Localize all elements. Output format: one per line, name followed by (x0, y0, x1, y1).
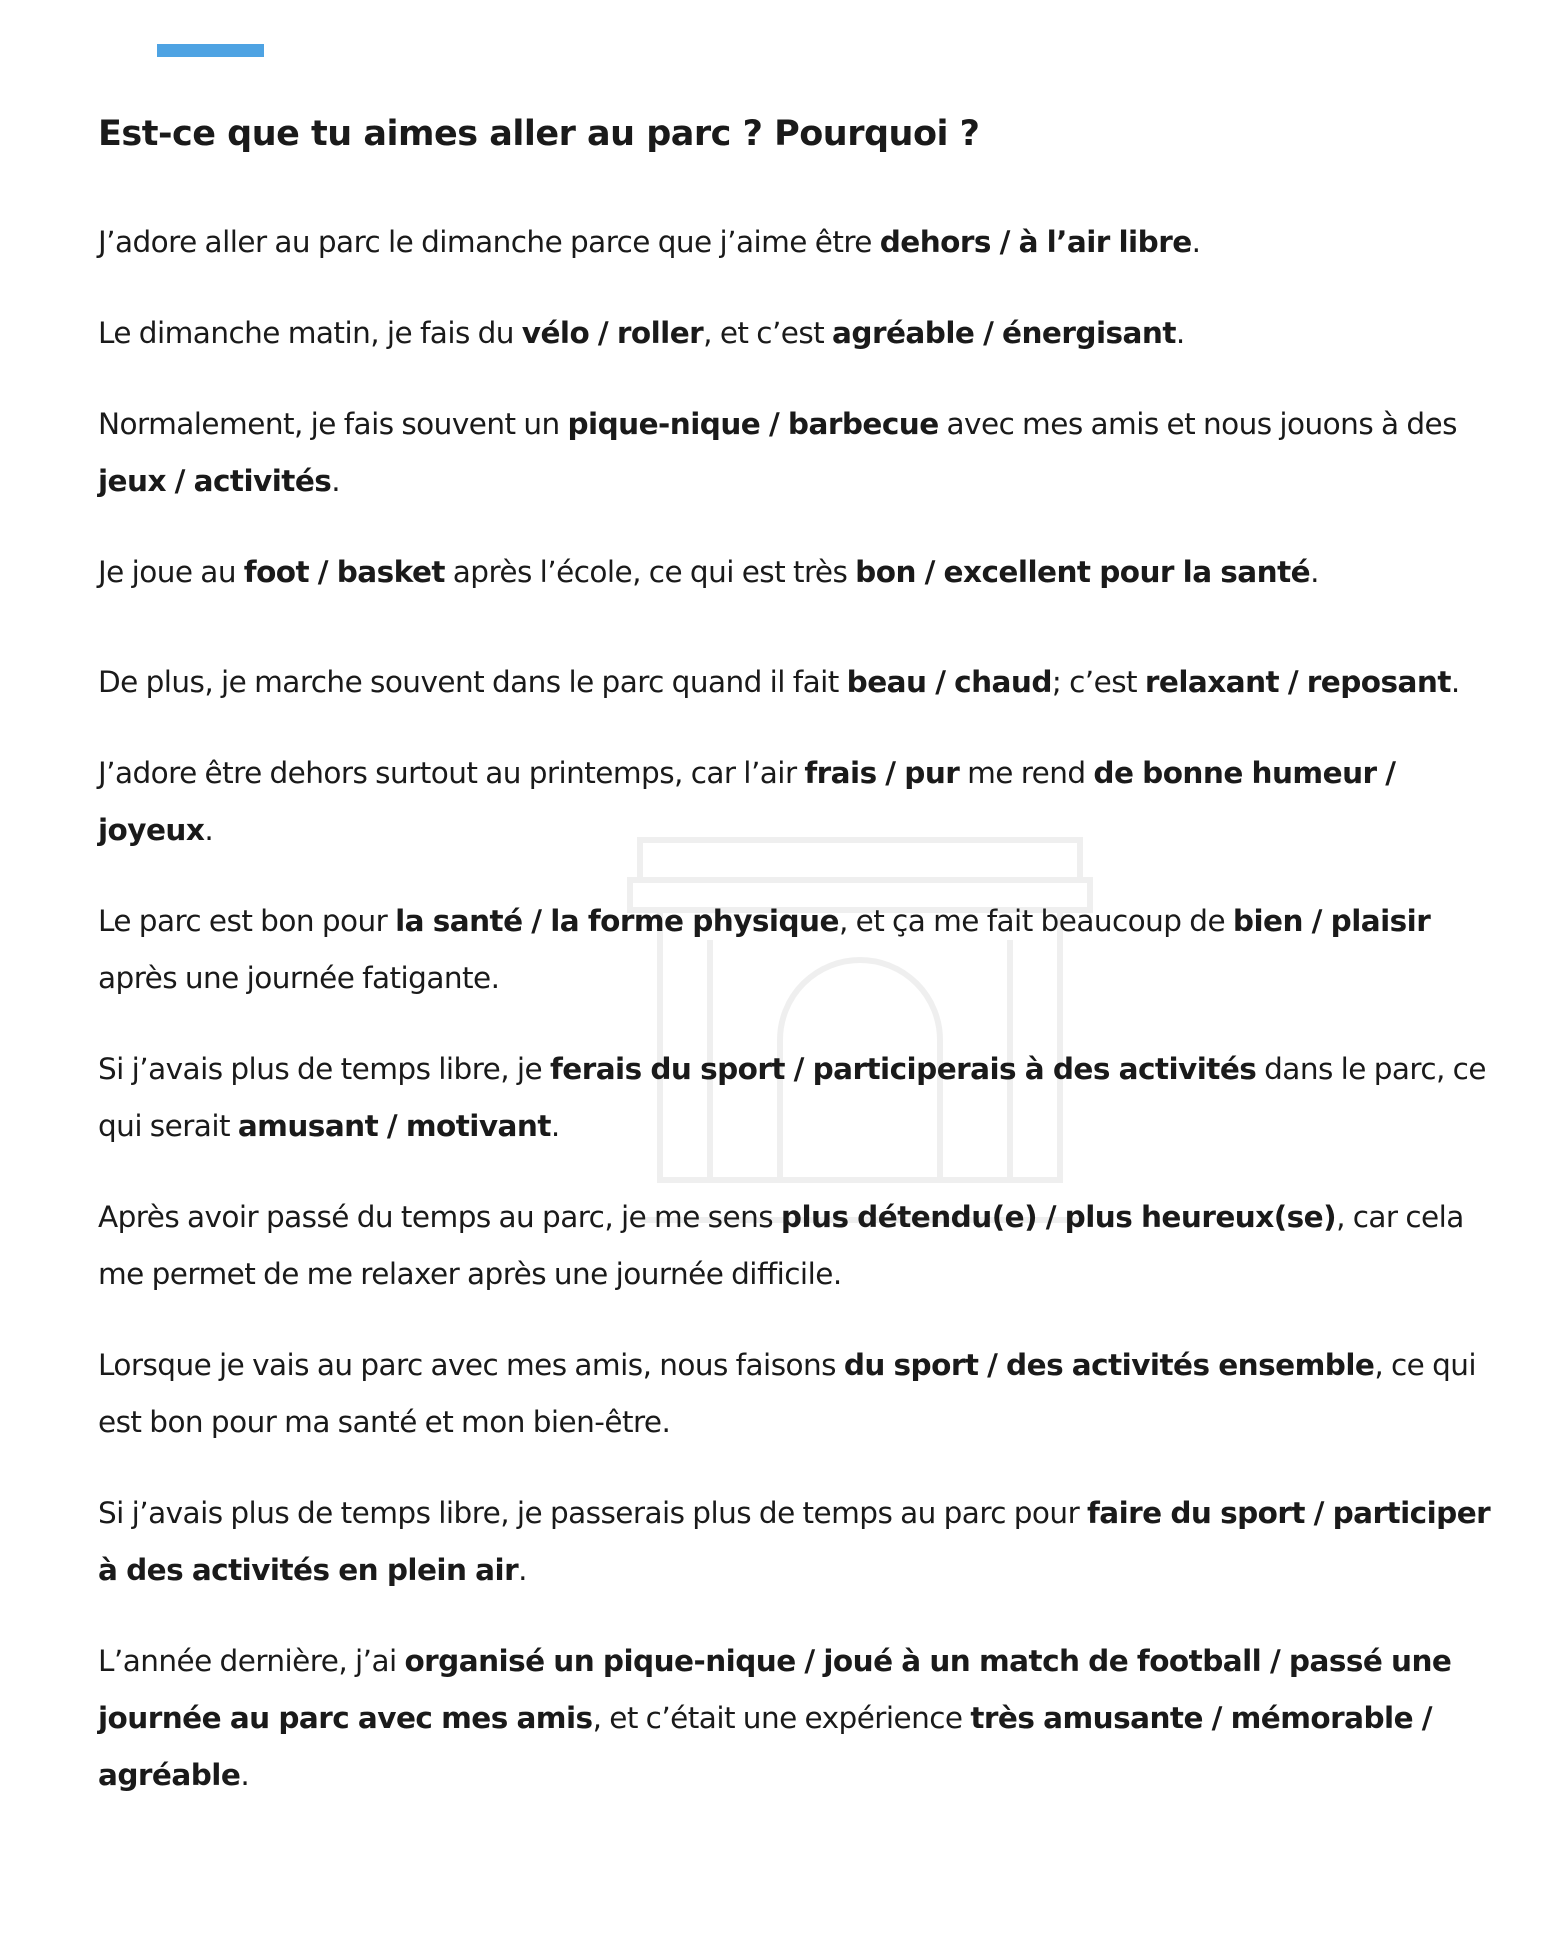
text-segment: Après avoir passé du temps au parc, je me sens (98, 1200, 781, 1234)
paragraph (98, 1633, 1498, 1804)
bold-phrase: relaxant / reposant (1144, 665, 1451, 699)
text-segment: J’adore être dehors surtout au printemps, car l’air (98, 756, 805, 790)
text-segment: Normalement, je fais souvent un (98, 407, 568, 441)
bold-phrase: pique-nique / barbecue (567, 407, 939, 441)
page-title: Est-ce que tu aimes aller au parc ? Pourquoi ? (98, 114, 980, 154)
text-segment: , et c’est (703, 316, 833, 350)
bold-phrase: ferais du sport / participerais à des activités (549, 1052, 1257, 1086)
text-segment: dans le parc, ce qui serait (98, 1052, 1486, 1143)
bold-phrase: la santé / la forme physique (395, 904, 839, 938)
text-segment: . (1310, 555, 1319, 589)
bold-phrase: vélo / roller (521, 316, 704, 350)
text-segment: . (1191, 225, 1201, 259)
text-segment: . (550, 1109, 560, 1143)
bold-phrase: du sport / des activités ensemble (843, 1348, 1375, 1382)
text-segment: après une journée fatigante. (98, 961, 500, 995)
paragraph (98, 893, 1498, 1007)
text-segment: L’année dernière, j’ai (98, 1644, 405, 1678)
text-segment: , car cela me permet de me relaxer après une journée difficile. (98, 1200, 1464, 1291)
paragraph (98, 214, 1498, 271)
text-segment: Je joue au (98, 555, 244, 589)
text-segment: De plus, je marche souvent dans le parc quand il fait (98, 665, 847, 699)
document-body (98, 108, 1498, 1838)
accent-bar (157, 44, 264, 57)
bold-phrase: faire du sport / participer à des activités en plein air (98, 1496, 1491, 1587)
paragraph (98, 1485, 1498, 1599)
bold-phrase: bon / excellent pour la santé (855, 555, 1311, 589)
bold-phrase: jeux / activités (98, 464, 332, 498)
text-segment: . (240, 1758, 250, 1792)
bold-phrase: de bonne humeur / joyeux (98, 756, 1396, 847)
text-segment: . (1450, 665, 1460, 699)
text-segment: . (331, 464, 341, 498)
bold-phrase: dehors / à l’air libre (879, 225, 1192, 259)
paragraph (98, 654, 1498, 711)
text-segment: ; c’est (1051, 665, 1145, 699)
text-segment: avec mes amis et nous jouons à des (938, 407, 1457, 441)
paragraph (98, 1337, 1498, 1451)
text-segment: Si j’avais plus de temps libre, je passerais plus de temps au parc pour (98, 1496, 1087, 1530)
text-segment: J’adore aller au parc le dimanche parce que j’aime être (98, 225, 880, 259)
paragraph (98, 745, 1498, 859)
bold-phrase: amusant / motivant (237, 1109, 551, 1143)
paragraph (98, 396, 1498, 510)
bold-phrase: frais / pur (804, 756, 960, 790)
text-segment: . (1175, 316, 1185, 350)
bold-phrase: organisé un pique-nique / joué à un match de football / passé une journée au parc avec mes amis (98, 1644, 1452, 1735)
text-segment: . (518, 1553, 527, 1587)
paragraph (98, 305, 1498, 362)
bold-phrase: plus détendu(e) / plus heureux(se) (780, 1200, 1337, 1234)
paragraph-list (98, 214, 1498, 1804)
text-segment: , et c’était une expérience (592, 1701, 971, 1735)
text-segment: Le dimanche matin, je fais du (98, 316, 522, 350)
paragraph (98, 544, 1498, 601)
text-segment: Lorsque je vais au parc avec mes amis, nous faisons (98, 1348, 844, 1382)
text-segment: , et ça me fait beaucoup de (838, 904, 1233, 938)
text-segment: me rend (959, 756, 1094, 790)
text-segment: après l’école, ce qui est très (444, 555, 856, 589)
text-segment: . (204, 813, 214, 847)
text-segment: Si j’avais plus de temps libre, je (98, 1052, 550, 1086)
text-segment: Le parc est bon pour (98, 904, 396, 938)
bold-phrase: beau / chaud (846, 665, 1052, 699)
paragraph (98, 1189, 1498, 1303)
bold-phrase: très amusante / mémorable / agréable (98, 1701, 1433, 1792)
bold-phrase: agréable / énergisant (832, 316, 1176, 350)
bold-phrase: bien / plaisir (1232, 904, 1431, 938)
bold-phrase: foot / basket (243, 555, 445, 589)
text-segment: , ce qui est bon pour ma santé et mon bien-être. (98, 1348, 1477, 1439)
paragraph (98, 1041, 1498, 1155)
